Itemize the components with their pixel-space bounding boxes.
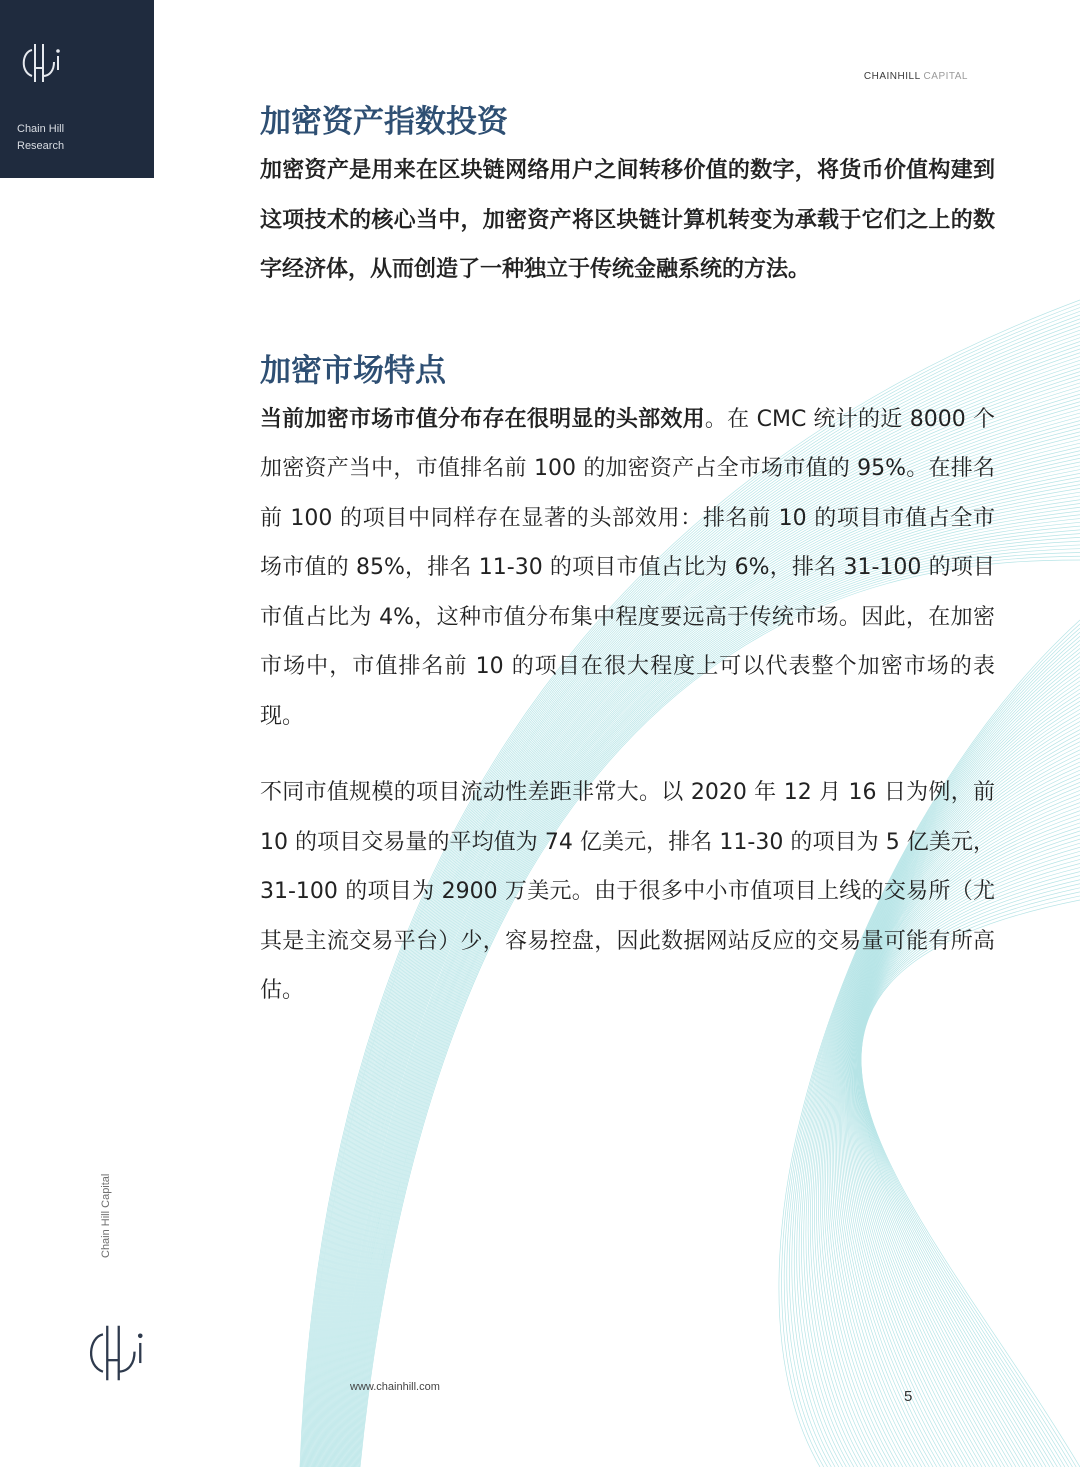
paragraph-market-concentration [260, 395, 995, 742]
main-content [260, 98, 995, 1016]
brand-block [0, 0, 154, 178]
section-title-market-features: 加密市场特点 [260, 352, 446, 389]
section-title-index-investing: 加密资产指数投资 [260, 104, 508, 140]
page-number: 5 [904, 1388, 913, 1405]
footer-website-url: www.chainhill.com [350, 1381, 440, 1393]
header-brand-bold: CHAINHILL [863, 71, 921, 82]
vertical-brand-label: Chain Hill Capital [100, 1173, 112, 1258]
paragraph-body: 。在 CMC 统计的近 8000 个加密资产当中，市值排名前 100 的加密资产占全市场市值的 95%。在排名前 100 的项目中同样存在显著的头部效用：排名前 10 的项目市值占全市场市值的 85%，排名 11-30 的项目市值占比为 6%，排名 31-100 的项目市值占比为 4%，这种市值分布集中程度要远高于传统市场。因此，在加密市场中，市值排名前 10 的项目在很大程度上可以代表整个加密市场的表现。 [260, 406, 995, 729]
brand-name: Chain Hill [17, 123, 65, 135]
paragraph-liquidity: 不同市值规模的项目流动性差距非常大。以 2020 年 12 月 16 日为例，前 10 的项目交易量的平均值为 74 亿美元，排名 11-30 的项目为 5 亿美元，31-100 的项目为 2900 万美元。由于很多中小市值项目上线的交易所（尤其是主流交易平台）少，容易控盘，因此数据网站反应的交易量可能有所高估。 [260, 780, 996, 1003]
brand-block-text [17, 121, 64, 155]
chainhill-footer-logo-icon [80, 1320, 146, 1386]
paragraph-crypto-assets: 加密资产是用来在区块链网络用户之间转移价值的数字，将货币价值构建到这项技术的核心当中，加密资产将区块链计算机转变为承载于它们之上的数字经济体，从而创造了一种独立于传统金融系统的方法。 [260, 158, 995, 282]
chainhill-logo-icon [16, 40, 62, 86]
header-brand-light: CAPITAL [920, 71, 968, 82]
brand-subtitle: Research [17, 140, 65, 152]
paragraph-lead-bold: 当前加密市场市值分布存在很明显的头部效用 [260, 406, 705, 432]
header-brand [864, 71, 968, 82]
